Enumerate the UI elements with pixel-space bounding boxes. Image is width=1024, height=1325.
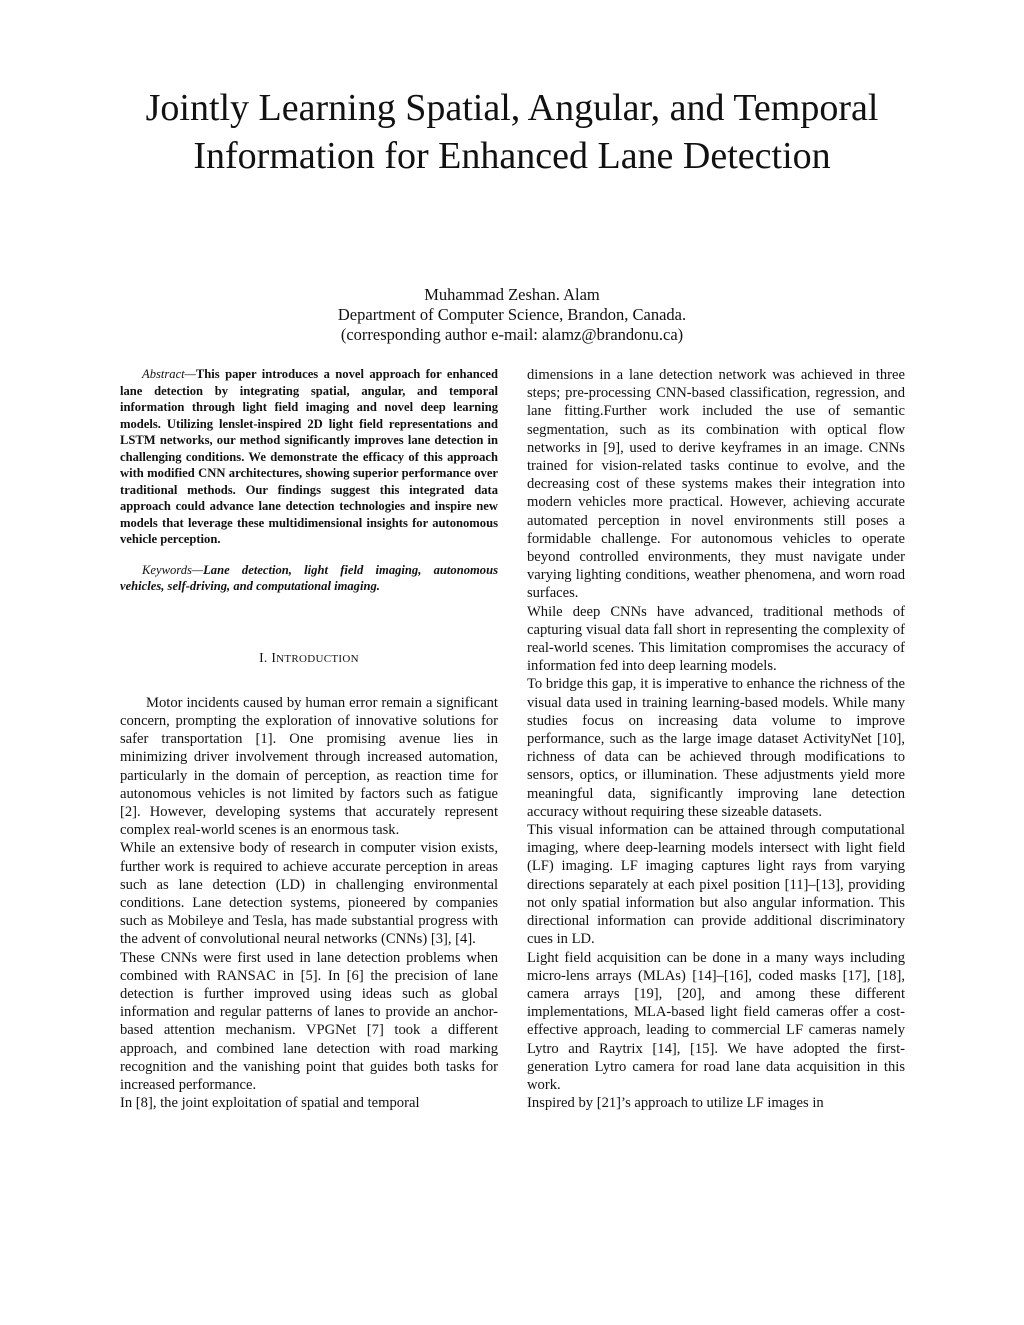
paragraph: While an extensive body of research in computer vision exists, further work is required to achieve accurate perception in areas such as lane detection (LD) in challenging environmental conditions. Lane detection systems, pioneered by companies such as Mobileye and Tesla, has made substantial progress with the advent of convolutional neural networks (CNNs) [3], [4]. — [120, 840, 498, 948]
keywords — [120, 562, 498, 595]
section-title-rest: NTRODUCTION — [276, 652, 359, 665]
author-block — [200, 285, 824, 345]
abstract-text: This paper introduces a novel approach for enhanced lane detection by integrating spatial, angular, and temporal information through light field imaging and novel deep learning models. Utilizing lenslet-inspired 2D light field representations and LSTM networks, our method significantly improves lane detection in challenging conditions. We demonstrate the efficacy of this approach with modified CNN architectures, showing superior performance over traditional methods. Our findings suggest this integrated data approach could advance lane detection technologies and inspire new models that leverage these multidimensional insights for autonomous vehicle perception. — [120, 367, 498, 546]
section-title-initial: I — [271, 649, 277, 665]
section-heading-introduction — [120, 649, 498, 668]
paragraph: Light field acquisition can be done in a many ways including micro-lens arrays (MLAs) [14]–[16], coded masks [17], [18], camera arrays [19], [20], and among these different implementations, MLA-based light field cameras offer a cost-effective approach, leading to commercial LF cameras namely Lytro and Raytrix [14], [15]. We have adopted the first-generation Lytro camera for road lane data acquisition in this work. — [527, 949, 905, 1093]
abstract-label: Abstract— — [142, 367, 196, 381]
paper-title: Jointly Learning Spatial, Angular, and Temporal Information for Enhanced Lane Detection — [145, 87, 879, 177]
right-column — [527, 366, 905, 1112]
section-number: I. — [259, 649, 268, 665]
left-column — [120, 366, 498, 1112]
paragraph: dimensions in a lane detection network was achieved in three steps; pre-processing CNN-based classification, regression, and lane fitting.Further work included the use of semantic segmentation, such as its combination with optical flow networks in [9], used to derive keyframes in an image. CNNs trained for vision-related tasks continue to evolve, and the decreasing cost of these systems makes their integration into modern vehicles more practical. However, achieving accurate automated perception in novel environments still poses a formidable challenge. For autonomous vehicles to operate beyond controlled environments, they must navigate under varying lighting conditions, weather phenomena, and worn road surfaces. — [527, 367, 905, 602]
paragraph: To bridge this gap, it is imperative to enhance the richness of the visual data used in training learning-based models. While many studies focus on increasing data volume to improve performance, such as the large image dataset ActivityNet [10], richness of data can be achieved through modifications to sensors, optics, or illumination. These adjustments yield more meaningful data, significantly improving lane detection accuracy without requiring these sizeable datasets. — [527, 676, 905, 820]
paragraph: This visual information can be attained through computational imaging, where deep-learning models intersect with light field (LF) imaging. LF imaging captures light rays from varying directions separately at each pixel position [11]–[13], providing not only spatial information but also angular information. This directional information can provide additional discriminatory cues in LD. — [527, 822, 905, 948]
abstract — [120, 366, 498, 548]
author-affiliation: Department of Computer Science, Brandon, Canada. — [337, 305, 687, 324]
paragraph: In [8], the joint exploitation of spatial and temporal — [120, 1095, 420, 1112]
keywords-label: Keywords— — [142, 562, 204, 577]
paragraph: Inspired by [21]’s approach to utilize LF images in — [527, 1095, 824, 1112]
paragraph: While deep CNNs have advanced, traditional methods of capturing visual data fall short in representing the complexity of real-world scenes. This limitation compromises the accuracy of information fed into deep learning models. — [527, 603, 905, 675]
author-contact: (corresponding author e-mail: alamz@brandonu.ca) — [340, 325, 684, 344]
paragraph: Motor incidents caused by human error remain a significant concern, prompting the exploration of innovative solutions for safer transportation [1]. One promising avenue lies in minimizing driver involvement through increased automation, particularly in the domain of perception, as reaction time for autonomous vehicles is not limited by factors such as fatigue [2]. However, developing systems that accurately represent complex real-world scenes is an enormous task. — [120, 694, 498, 839]
keywords-text: Lane detection, light field imaging, autonomous vehicles, self-driving, and computational imaging. — [120, 562, 498, 593]
paragraph: These CNNs were first used in lane detection problems when combined with RANSAC in [5]. In [6] the precision of lane detection is further improved using ideas such as global information and regular patterns of lanes to provide an anchor-based attention mechanism. VPGNet [7] took a different approach, and combined lane detection with road marking recognition and the vanishing point that guides both tasks for increased performance. — [120, 949, 498, 1093]
author-name: Muhammad Zeshan. Alam — [424, 285, 600, 304]
